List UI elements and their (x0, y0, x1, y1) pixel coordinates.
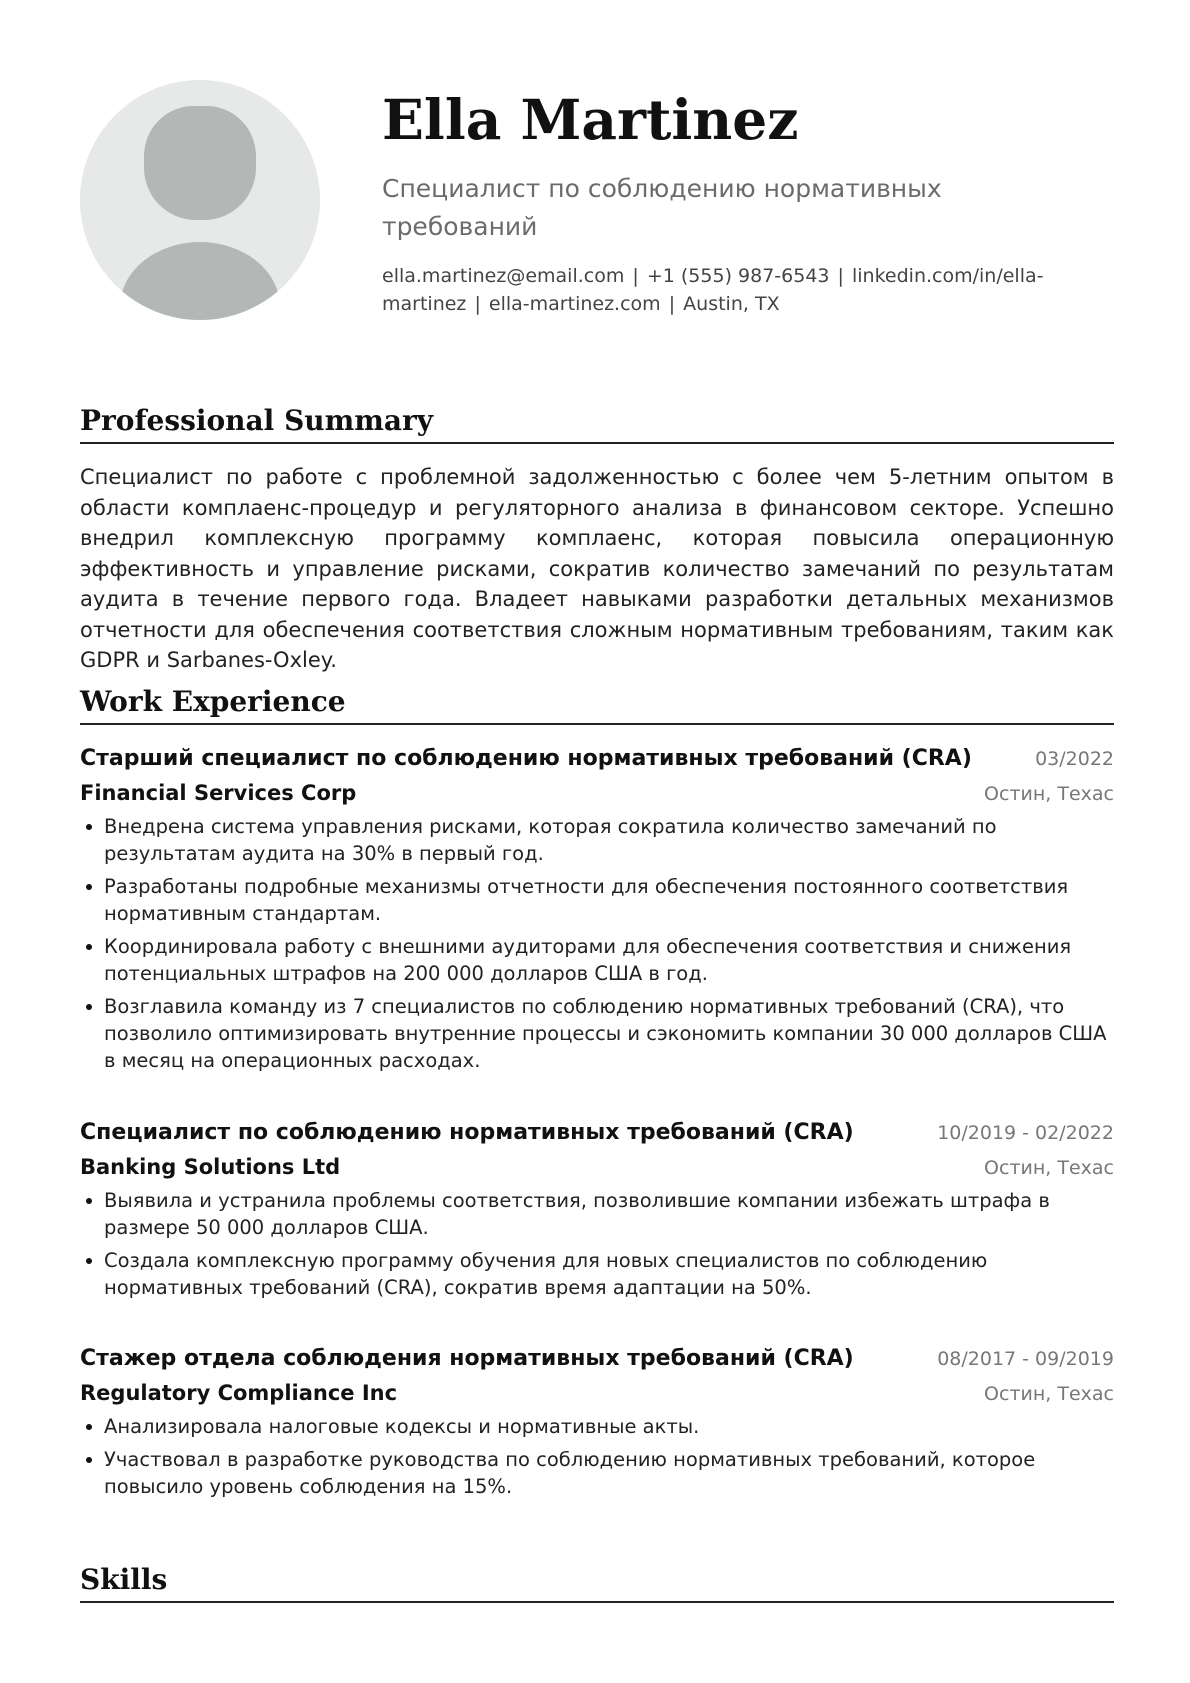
job-date: 03/2022 (1035, 748, 1114, 770)
list-item: Возглавила команду из 7 специалистов по соблюдению нормативных требований (CRA), что позволило оптимизировать внутренние процессы и сэкономить компании 30 000 долларов США в месяц на операционных расходах. (80, 993, 1114, 1074)
list-item: Выявила и устранила проблемы соответствия, позволившие компании избежать штрафа в размере 50 000 долларов США. (80, 1187, 1114, 1241)
person-placeholder-icon (80, 80, 320, 320)
section-title-experience: Work Experience (80, 683, 1114, 725)
avatar-body-shape (120, 242, 280, 320)
candidate-title: Специалист по соблюдению нормативных требований (382, 174, 942, 241)
job-entry (80, 1116, 1114, 1307)
job-header (80, 1342, 1114, 1376)
contact-separator: | (474, 293, 481, 315)
job-company: Regulatory Compliance Inc (80, 1381, 398, 1405)
job-location: Остин, Техас (984, 783, 1114, 805)
job-bullets (80, 1413, 1114, 1500)
job-subheader (80, 776, 1114, 811)
job-bullets (80, 813, 1114, 1074)
job-location: Остин, Техас (984, 1383, 1114, 1405)
location-text: Austin, TX (683, 293, 780, 315)
candidate-name: Ella Martinez (382, 87, 799, 152)
contact-separator: | (668, 293, 676, 315)
job-title: Старший специалист по соблюдению нормативных требований (CRA) (80, 746, 972, 771)
list-item: Разработаны подробные механизмы отчетности для обеспечения постоянного соответствия нормативным стандартам. (80, 873, 1114, 927)
job-date: 08/2017 - 09/2019 (937, 1348, 1114, 1370)
job-title: Стажер отдела соблюдения нормативных требований (CRA) (80, 1346, 854, 1371)
contact-info (382, 262, 1122, 318)
website-link[interactable]: ella-martinez.com (488, 293, 661, 315)
job-company: Financial Services Corp (80, 781, 357, 805)
job-subheader (80, 1376, 1114, 1411)
email-link[interactable]: ella.martinez@email.com (382, 265, 625, 287)
job-bullets (80, 1187, 1114, 1301)
section-title-skills: Skills (80, 1561, 1114, 1603)
phone-number[interactable]: +1 (555) 987-6543 (646, 265, 830, 287)
job-company: Banking Solutions Ltd (80, 1155, 341, 1179)
job-date: 10/2019 - 02/2022 (937, 1122, 1114, 1144)
job-entry (80, 742, 1114, 1080)
job-title: Специалист по соблюдению нормативных требований (CRA) (80, 1120, 854, 1145)
section-title-summary: Professional Summary (80, 402, 1114, 444)
job-header (80, 742, 1114, 776)
job-header (80, 1116, 1114, 1150)
list-item: Координировала работу с внешними аудиторами для обеспечения соответствия и снижения потенциальных штрафов на 200 000 долларов США в год. (80, 933, 1114, 987)
job-location: Остин, Техас (984, 1157, 1114, 1179)
list-item: Создала комплексную программу обучения для новых специалистов по соблюдению нормативных требований (CRA), сократив время адаптации на 50%. (80, 1247, 1114, 1301)
contact-separator: | (837, 265, 844, 287)
list-item: Участвовал в разработке руководства по соблюдению нормативных требований, которое повысило уровень соблюдения на 15%. (80, 1446, 1114, 1500)
list-item: Анализировала налоговые кодексы и нормативные акты. (80, 1413, 1114, 1440)
avatar-head-shape (144, 106, 256, 220)
list-item: Внедрена система управления рисками, которая сократила количество замечаний по результатам аудита на 30% в первый год. (80, 813, 1114, 867)
job-subheader (80, 1150, 1114, 1185)
job-entry (80, 1342, 1114, 1506)
linkedin-link[interactable]: linkedin.com/in/ella-martinez (382, 265, 1044, 315)
contact-separator: | (632, 265, 639, 287)
summary-text: Специалист по работе с проблемной задолженностью с более чем 5-летним опытом в области комплаенс-процедур и регуляторного анализа в финансовом секторе. Успешно внедрил комплексную программу комплаенс, которая повысила операционную эффективность и управление рисками, сократив количество замечаний по результатам аудита в течение первого года. Владеет навыками разработки детальных механизмов отчетности для обеспечения соответствия сложным нормативным требованиям, таким как GDPR и Sarbanes-Oxley. (80, 465, 1114, 672)
